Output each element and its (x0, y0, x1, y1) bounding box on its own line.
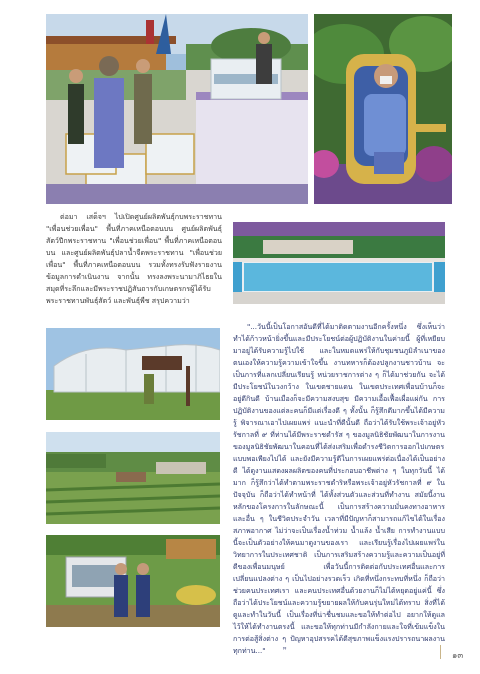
ceremony-exhibit-photo (46, 14, 308, 204)
quote-mark-icon: ❞ (282, 646, 287, 655)
plant-nursery-photo (46, 432, 220, 524)
fish-pond-photo (233, 222, 445, 304)
quote-text: "...วันนี้เป็นโอกาสอันดีที่ได้มาติดตามงานอีกครั้งหนึ่ง ซึ่งเห็นว่าทำได้ก้าวหน้ายิ่งขึ้นและมีประโยชน์ต่อผู้ปฏิบัติงานในค่ายนี้ ผู้ที่เหยียบมาอยู่ได้รับความรู้ไปใช้ และในหมดแพร่ให้กับชุมชนภูมิลำเนาของตนเองให้ความรู้ความเข้าใจขึ้น งานทหารก็ต้องปลูกงานชาวบ้าน จะเป็นการที่แลกเปลี่ยนเรียนรู้ หน่วยราชการต่าง ๆ ก็ได้มาช่วยกัน จะได้มีประโยชน์ในวงกว้าง ในเขตชายแดน ในเขตประเทศเพื่อนบ้านก็จะอยู่ดีกินดี บ้านเมืองก็จะมีความสงบสุข มีความเอื้อเฟื้อเผื่อแผ่กัน การปฏิบัติงานของแต่ละคนก็มีแต่เรื่องดี ๆ ทั้งนั้น ก็รู้สึกดีมากขึ้นได้มีความรู้ พิจารณาเอาไปเผยแพร่ แนะนำที่ดีนั้นดี ถือว่าได้รับใช้พระเจ้าอยู่หัวรัชกาลที่ ๙ ที่ท่านได้มีพระราชดำรัส ๆ ของมูลนิธิชัยพัฒนาในการงานของมูลนิธิชัยพัฒนาในคอนที่ได้ส่งเสริมเพื่อดำรงชีวิตการออกไปเกษตรแบบพอเพียงไปได้ และยังมีความรู้ดีในการเผยแพร่ต่อเนื่องได้เป็นอย่างดี ได้ดูงานแสดงผลผลิตของคนที่ประกอบอาชีพต่าง ๆ ในทุกวันนี้ ได้มาก ก็รู้สึกว่าได้ทำตามพระราชดำริหรือพระเจ้าอยู่หัวรัชกาลที่ ๙ ในปัจจุบัน ก็ถือว่าได้ทำหน้าที่ ได้ทั้งส่วนตัวและส่วนที่ทำงาน สมัยนี้งานหลักของโครงการในลักษณะนี้ เป็นการสร้างความมั่นคงทางอาหาร และอื่น ๆ ในชีวิตประจำวัน เวลาที่มีปัญหาก็สามารถแก้ไขได้ในเรื่องสภาพอากาศ ไม่ว่าจะเป็นเรื่องน้ำท่วม น้ำแล้ง น้ำเสีย การทำงานแบบนี้จะเป็นตัวอย่างให้คนมาดูงานของเรา และเรียนรู้เรื่องไปเผยแพร่ในวิทยาการในประเทศชาติ เป็นการเสริมสร้างความรู้และความเป็นอยู่ที่ดีของเพื่อนมนุษย์ เพื่อวันนี้การติดต่อกับประเทศอื่นและการเปลี่ยนแปลงต่าง ๆ เป็นไปอย่างรวดเร็ว เกิดที่หนึ่งกระทบที่หนึ่ง ก็ถือว่าช่วยคนประเทศเรา และคนประเทศอื่นด้วยงานก็ไม่ได้หยุดอยู่แค่นี้ ซึ่งถือว่าได้ประโยชน์และความรู้ขยายผลให้กับคนรุ่นใหม่ได้ทราบ สิ่งที่ได้ดูและทำในวันนี้ เป็นเรื่องที่น่าชื่นชมและขอให้ทำต่อไป อยากให้ดูแลไว้ให้ได้ทำงานตรงนี้ และขอให้ทุกท่านมีกำลังกายและใจที่เข้มแข็งในการต่อสู้สิ่งต่าง ๆ ปัญหาอุปสรรคได้ดีสุขภาพแข็งแรงปรารถนาผลงานทุกท่าน..." (233, 322, 445, 655)
page-number: ๑๓ (452, 651, 464, 661)
greenhouse-photo (46, 328, 220, 420)
royal-speech-quote (233, 321, 445, 657)
page-number-divider (440, 645, 441, 659)
seated-royal-photo (314, 14, 452, 204)
officials-farm-photo (46, 535, 220, 627)
intro-paragraph: ต่อมา เสด็จฯ ไปเปิดศูนย์ผลิตพันธุ์กบพระราชทาน "เพื่อนช่วยเพื่อน" พื้นที่ภาคเหนือตอนบน ศูนย์ผลิตพันธุ์สัตว์ปีกพระราชทาน "เพื่อนช่วยเพื่อน" พื้นที่ภาคเหนือตอนบน และศูนย์ผลิตพันธุ์ปลาน้ำจืดพระราชทาน "เพื่อนช่วยเพื่อน" พื้นที่ภาคเหนือตอนบน รวมทั้งทรงรับฟังรายงานข้อมูลการดำเนินงาน จากนั้น ทรงลงพระนามาภิไธยในสมุดที่ระลึกและมีพระราชปฏิสันถารกับเกษตรกรผู้ได้รับพระราชทานพันธุ์สัตว์ และพันธุ์พืช สรุปความว่า (46, 212, 222, 305)
